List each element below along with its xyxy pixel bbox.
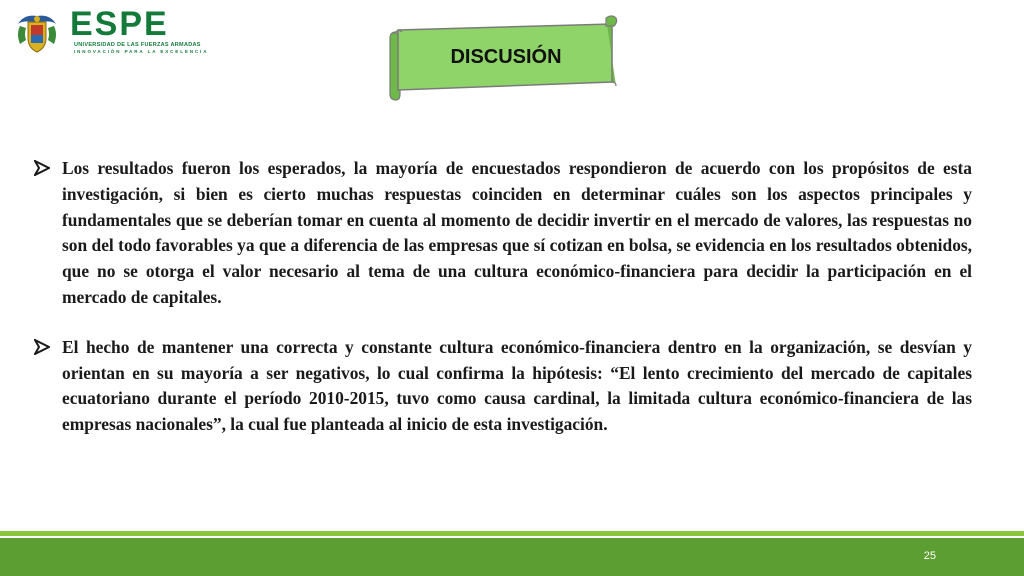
bullet-item: [34, 156, 972, 311]
slide-body: [34, 156, 972, 462]
logo-tagline: INNOVACIÓN PARA LA EXCELENCIA: [74, 49, 209, 54]
title-banner: [386, 12, 622, 102]
espe-logo: [12, 5, 209, 54]
arrow-bullet-icon: [34, 160, 50, 176]
arrow-bullet-icon: [34, 339, 50, 355]
logo-subtitle: UNIVERSIDAD DE LAS FUERZAS ARMADAS: [74, 42, 201, 48]
footer-bar: [0, 538, 1024, 576]
page-number: 25: [923, 550, 936, 562]
bullet-text: El hecho de mantener una correcta y constante cultura económico-financiera dentro en la organización, se desvían y orientan en su mayoría a ser negativos, lo cual confirma la hipótesis: “El lento crecimiento del mercado de capitales ecuatoriano durante el período 2010-2015, tuvo como causa cardinal, la limitada cultura económico-financiera de las empresas nacionales”, la cual fue planteada al inicio de esta investigación.: [62, 336, 972, 435]
bullet-item: [34, 335, 972, 438]
university-crest-icon: [14, 10, 60, 54]
bullet-text: Los resultados fueron los esperados, la mayoría de encuestados respondieron de acuerdo con los propósitos de esta investigación, si bien es cierto muchas respuestas coinciden en determinar cuáles son los aspectos principales y fundamentales que se deberían tomar en cuenta al momento de decidir invertir en el mercado de valores, las respuestas no son del todo favorables ya que a diferencia de las empresas que sí cotizan en bolsa, se evidencia en los resultados obtenidos, que no se otorga el valor necesario al tema de una cultura económico-financiera para decidir la participación en el mercado de capitales.: [62, 158, 972, 307]
slide-title: DISCUSIÓN: [450, 46, 562, 68]
logo-wordmark: ESPE: [70, 5, 169, 43]
footer-accent-line: [0, 531, 1024, 536]
